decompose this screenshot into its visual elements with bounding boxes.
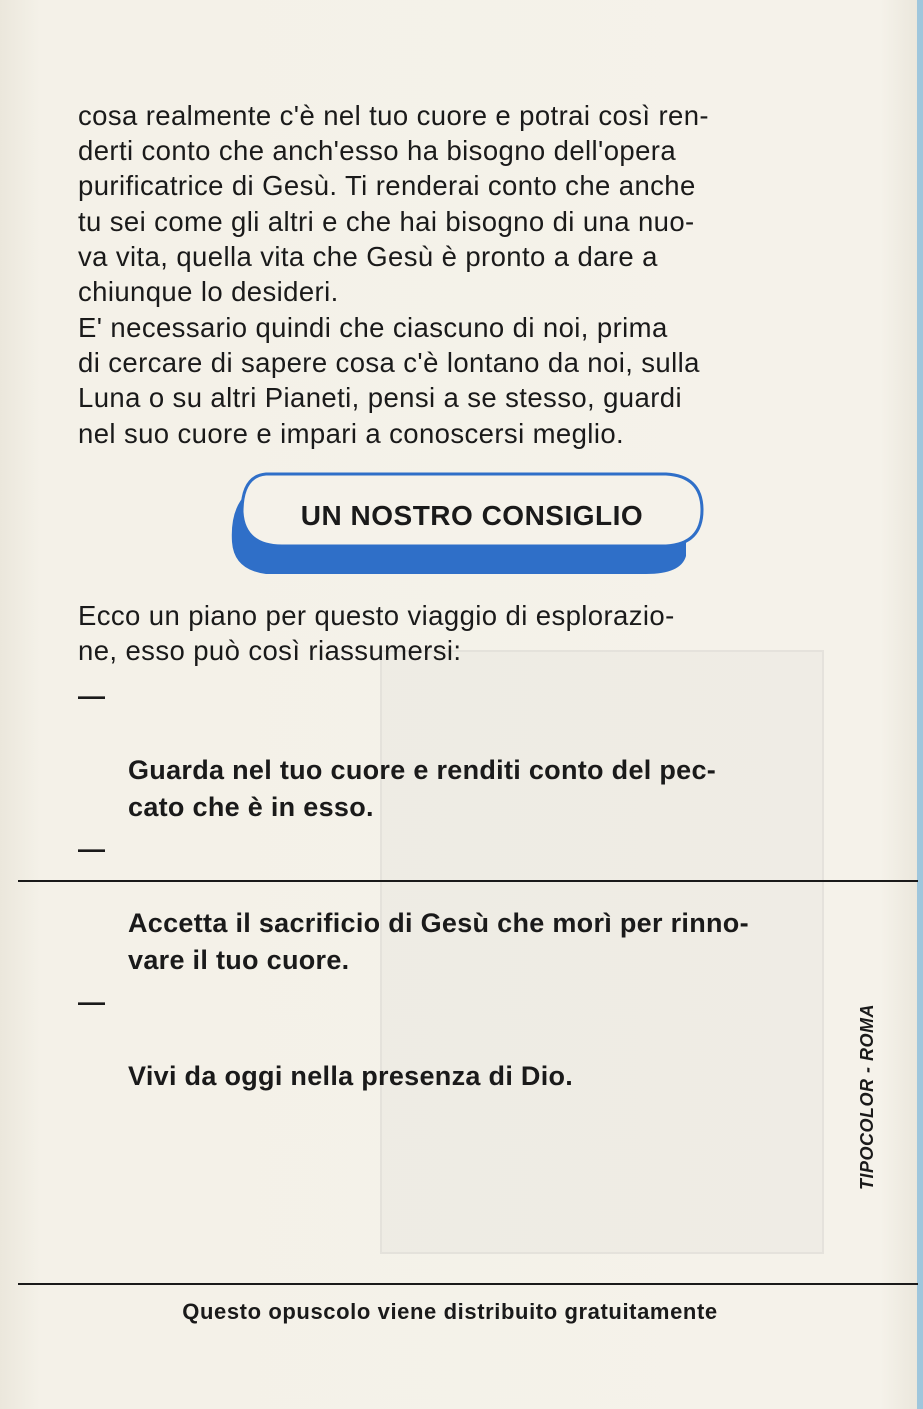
- list-item-text: Vivi da oggi nella presenza di Dio.: [128, 1061, 574, 1091]
- divider-top: [18, 880, 918, 882]
- banner-title: UN NOSTRO CONSIGLIO: [300, 500, 644, 531]
- paragraph-2: E' necessario quindi che ciascuno di noi, prima di cercare di sapere cosa c'è lontano da noi, sulla Luna o su altri Pianeti, pensi a se stesso, guardi nel suo cuore e impari a conoscersi meglio.: [78, 312, 700, 449]
- dash-bullet: —: [78, 681, 106, 711]
- page-edge: [917, 0, 923, 1409]
- dash-bullet: —: [78, 834, 106, 864]
- list-item-text: Guarda nel tuo cuore e renditi conto del pec- cato che è in esso.: [128, 755, 717, 822]
- advice-list: [78, 678, 868, 1100]
- dash-bullet: —: [78, 987, 106, 1017]
- paragraph-1: cosa realmente c'è nel tuo cuore e potrai così ren- derti conto che anch'esso ha bisogno dell'opera purificatrice di Gesù. Ti renderai conto che anche tu sei come gli altri e che hai bisogno di una nuo- va vita, quella vita che Gesù è pronto a dare a chiunque lo desideri.: [78, 100, 709, 308]
- footer-note: Questo opuscolo viene distribuito gratuitamente: [182, 1299, 718, 1324]
- printer-credit: TIPOCOLOR - ROMA: [857, 1004, 877, 1190]
- list-item-text: Accetta il sacrificio di Gesù che morì per rinno- vare il tuo cuore.: [128, 908, 749, 975]
- list-item: [78, 984, 868, 1095]
- divider-bottom: [18, 1283, 918, 1285]
- list-item: [78, 831, 868, 979]
- paragraph-3: Ecco un piano per questo viaggio di esplorazio- ne, esso può così riassumersi:: [78, 600, 675, 667]
- list-item: [78, 678, 868, 826]
